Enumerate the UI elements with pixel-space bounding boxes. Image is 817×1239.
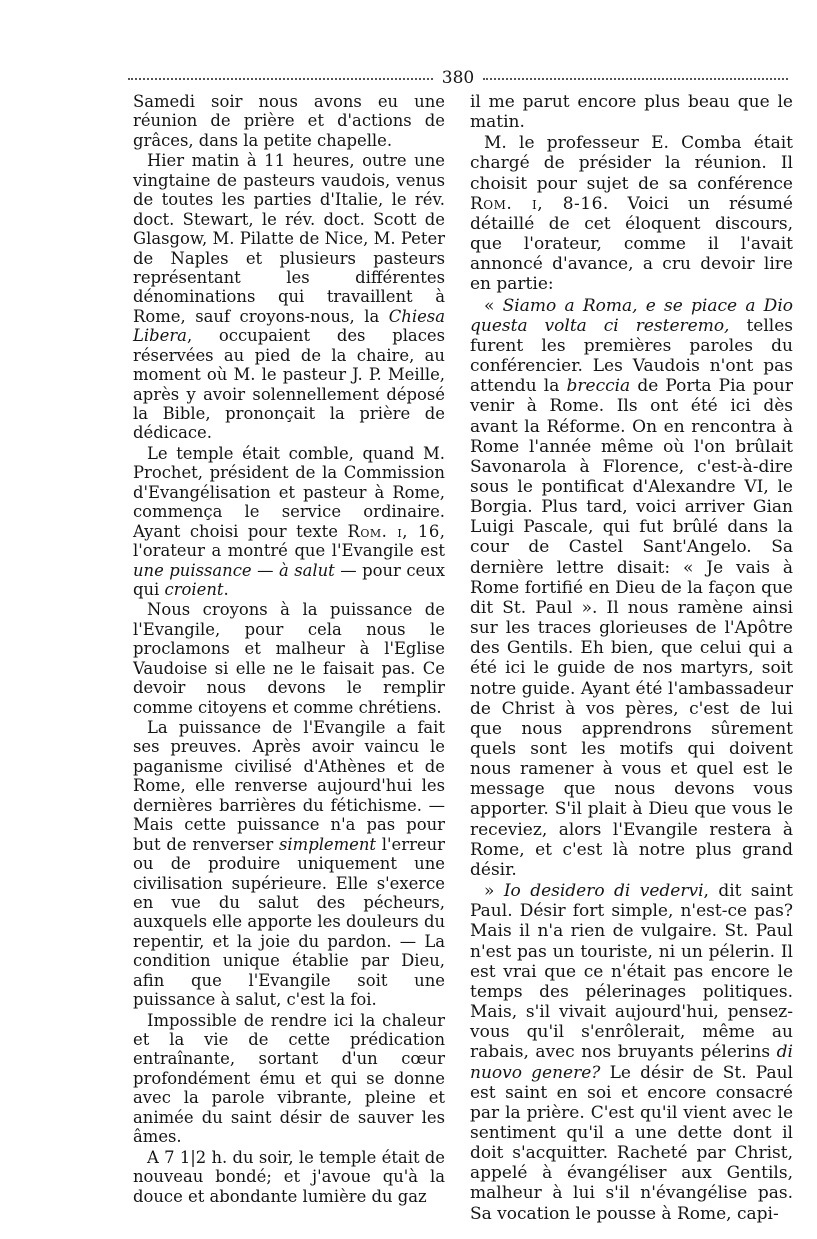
paragraph: A 7 1|2 h. du soir, le temple était de nouveau bondé; et j'avoue qu'à la douce et abondante lumière du gaz bbox=[133, 1147, 445, 1206]
scripture-reference: Rom. i, 8-16 bbox=[470, 193, 603, 214]
italic-text: breccia bbox=[566, 376, 631, 397]
scripture-reference: Rom. i, 16 bbox=[347, 521, 440, 541]
paragraph: Hier matin à 11 heures, outre une vingtaine de pasteurs vaudois, venus de toutes les parties d'Italie, le rév. doct. Stewart, le rév. doct. Scott de Glasgow, M. Pilatte de Nice, M. Peter de Naples et plusieurs pasteurs représentant les différentes dénominations qui travaillent à Rome, sauf croyons-nous, la Chiesa Libera, occupaient des places réservées au pied de la chaire, au moment où M. le pasteur J. P. Meille, après y avoir solennellement déposé la Bible, prononçait la prière de dédicace. bbox=[133, 151, 445, 443]
italic-text: croient bbox=[164, 579, 224, 599]
paragraph: Impossible de rendre ici la chaleur et la vie de cette prédication entraînante, sortant d'un cœur profondément ému et qui se donne avec la parole vibrante, pleine et animée du saint désir de sauver les âmes. bbox=[133, 1010, 445, 1147]
italic-text: Chiesa Libera bbox=[133, 306, 445, 346]
italic-text: simplement bbox=[279, 834, 377, 854]
header-rule-left bbox=[128, 78, 433, 80]
paragraph: Samedi soir nous avons eu une réunion de prière et d'actions de grâces, dans la petite chapelle. bbox=[133, 92, 445, 150]
italic-text: di nuovo genere? bbox=[470, 1042, 793, 1083]
page-number: 380 bbox=[441, 68, 475, 88]
header-rule-right bbox=[483, 78, 788, 80]
paragraph: » Io desidero di vedervi, dit saint Paul. Désir fort simple, n'est-ce pas? Mais il n'a rien de vulgaire. St. Paul n'est pas un touriste, ni un pélerin. Il est vrai que ce n'était pas encore le temps des pélerinages politiques. Mais, s'il vivait aujourd'hui, pensez-vous qu'il s'enrôlerait, même au rabais, avec nos bruyants pélerins di nuovo genere? Le désir de St. Paul est saint en soi et encore consacré par la prière. C'est qu'il vient avec le sentiment qu'il a une dette dont il doit s'acquitter. Racheté par Christ, appelé à évangéliser aux Gentils, malheur à lui s'il n'évangélise pas. Sa vocation le pousse à Rome, capi- bbox=[470, 881, 793, 1224]
paragraph: Nous croyons à la puissance de l'Evangile, pour cela nous le proclamons et malheur à l'Eglise Vaudoise si elle ne le faisait pas. Ce devoir nous devons le remplir comme citoyens et comme chrétiens. bbox=[133, 600, 445, 717]
right-column bbox=[470, 92, 793, 1225]
page-header bbox=[128, 66, 788, 90]
italic-text: Siamo a Roma, e se piace a Dio questa volta ci resteremo, bbox=[470, 295, 793, 336]
left-column bbox=[133, 92, 445, 1207]
paragraph: Le temple était comble, quand M. Prochet, président de la Commission d'Evangélisation et pasteur à Rome, commença le service ordinaire. Ayant choisi pour texte Rom. i, 16, l'orateur a montré que l'Evangile est une puissance — à salut — pour ceux qui croient. bbox=[133, 443, 445, 599]
paragraph: il me parut encore plus beau que le matin. bbox=[470, 92, 793, 133]
paragraph: M. le professeur E. Comba était chargé de présider la réunion. Il choisit pour sujet de sa conférence Rom. i, 8-16. Voici un résumé détaillé de cet éloquent discours, que l'orateur, comme il l'avait annoncé d'avance, a cru devoir lire en partie: bbox=[470, 133, 793, 295]
paragraph: « Siamo a Roma, e se piace a Dio questa volta ci resteremo, telles furent les premières paroles du conférencier. Les Vaudois n'ont pas attendu la breccia de Porta Pia pour venir à Rome. Ils ont été ici dès avant la Réforme. On en rencontra à Rome l'année même où l'on brûlait Savonarola à Florence, c'est-à-dire sous le pontificat d'Alexandre VI, le Borgia. Plus tard, voici arriver Gian Luigi Pascale, qui fut brûlé dans la cour de Castel Sant'Angelo. Sa dernière lettre disait: « Je vais à Rome fortifié en Dieu de la façon que dit St. Paul ». Il nous ramène ainsi sur les traces glorieuses de l'Apôtre des Gentils. Eh bien, que celui qui a été ici le guide de nos martyrs, soit notre guide. Ayant été l'ambassadeur de Christ à vos pères, c'est de lui que nous apprendrons sûrement quels sont les motifs qui doivent nous ramener à vous et quel est le message que nous devons vous apporter. S'il plait à Dieu que vous le receviez, alors l'Evangile restera à Rome, et c'est là notre plus grand désir. bbox=[470, 295, 793, 880]
paragraph: La puissance de l'Evangile a fait ses preuves. Après avoir vaincu le paganisme civilisé d'Athènes et de Rome, elle renverse aujourd'hui les dernières barrières du fétichisme. — Mais cette puissance n'a pas pour but de renverser simplement l'erreur ou de produire uniquement une civilisation supérieure. Elle s'exerce en vue du salut des pécheurs, auxquels elle apporte les douleurs du repentir, et la joie du pardon. — La condition unique établie par Dieu, afin que l'Evangile soit une puissance à salut, c'est la foi. bbox=[133, 718, 446, 1010]
italic-text: à salut bbox=[278, 560, 335, 580]
italic-text: Io desidero di vedervi bbox=[503, 881, 704, 902]
italic-text: une puissance bbox=[133, 560, 252, 580]
